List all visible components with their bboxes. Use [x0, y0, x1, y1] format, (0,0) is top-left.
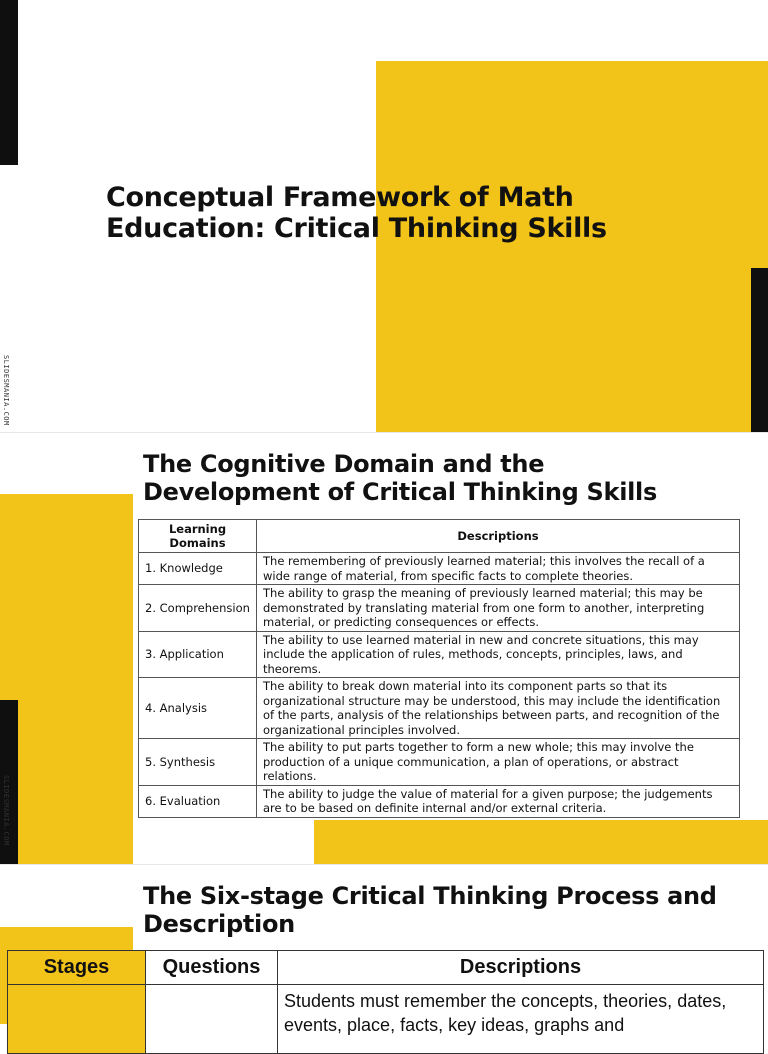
stages-header-row — [8, 951, 764, 985]
description-cell: The ability to put parts together to form a new whole; this may involve the production of a unique communication, a plan of operations, or abstract relations. — [257, 739, 740, 786]
domain-cell: 2. Comprehension — [139, 585, 257, 632]
table-row — [139, 678, 740, 739]
table-row — [139, 553, 740, 585]
domain-cell: 1. Knowledge — [139, 553, 257, 585]
header-descriptions: Descriptions — [257, 520, 740, 553]
slide1-yellow-block — [376, 61, 768, 432]
slide1-watermark: SLIDESMANIA.COM — [2, 355, 10, 426]
domain-cell: 6. Evaluation — [139, 785, 257, 817]
domain-cell: 5. Synthesis — [139, 739, 257, 786]
table-row — [139, 631, 740, 678]
slide3-title-line2: Description — [143, 910, 295, 938]
slide3-title-line1: The Six-stage Critical Thinking Process and — [143, 882, 717, 910]
slide2-yellow-block-left — [0, 494, 133, 864]
slide1-title-line2: Education: Critical Thinking Skills — [106, 213, 607, 244]
question-cell — [146, 985, 278, 1054]
slide1-title — [106, 182, 607, 244]
slide1-title-line1: Conceptual Framework of Math — [106, 182, 574, 213]
domain-cell: 3. Application — [139, 631, 257, 678]
slide-divider-2 — [0, 864, 768, 865]
table-row — [139, 739, 740, 786]
table-header-row — [139, 520, 740, 553]
slide-divider-1 — [0, 432, 768, 433]
slide2-title-line2: Development of Critical Thinking Skills — [143, 478, 657, 506]
description-cell: The ability to grasp the meaning of previously learned material; this may be demonstrated by translating material from one form to another, interpreting material, or predicting consequences or effects. — [257, 585, 740, 632]
description-cell: Students must remember the concepts, theories, dates, events, place, facts, key ideas, graphs and — [278, 985, 764, 1054]
slide1-black-bar-right — [751, 268, 768, 432]
domain-cell: 4. Analysis — [139, 678, 257, 739]
header-descriptions: Descriptions — [278, 951, 764, 985]
slide2-title — [143, 450, 657, 506]
slide2-watermark: SLIDESMANIA.COM — [2, 775, 10, 846]
slide2-title-line1: The Cognitive Domain and the — [143, 450, 545, 478]
description-cell: The remembering of previously learned material; this involves the recall of a wide range of material, from specific facts to complete theories. — [257, 553, 740, 585]
slide1-black-bar-left — [0, 0, 18, 165]
table-row — [139, 585, 740, 632]
table-row — [139, 785, 740, 817]
header-questions: Questions — [146, 951, 278, 985]
description-cell: The ability to break down material into its component parts so that its organizational structure may be understood, this may include the identification of the parts, analysis of the relationships between parts, and recognition of the organizational principles involved. — [257, 678, 740, 739]
critical-thinking-stages-table — [7, 950, 764, 1054]
table-row — [8, 985, 764, 1054]
slide2-yellow-block-right — [314, 820, 768, 864]
header-stages: Stages — [8, 951, 146, 985]
header-learning-domains: Learning Domains — [139, 520, 257, 553]
description-cell: The ability to judge the value of material for a given purpose; the judgements are to be based on definite internal and/or external criteria. — [257, 785, 740, 817]
stage-cell — [8, 985, 146, 1054]
description-cell: The ability to use learned material in new and concrete situations, this may include the application of rules, methods, concepts, principles, laws, and theorems. — [257, 631, 740, 678]
learning-domains-table — [138, 519, 740, 818]
slide3-title — [143, 882, 717, 938]
